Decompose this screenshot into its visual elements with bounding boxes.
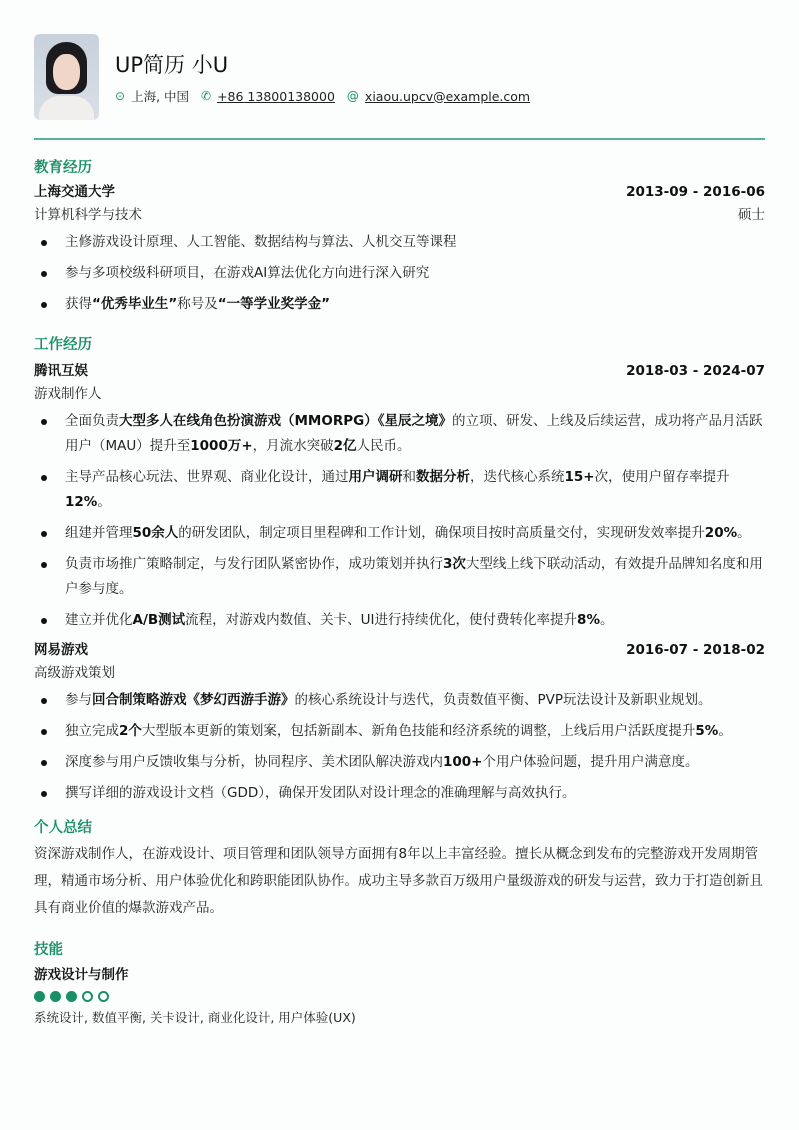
text: 大型线上线下联动活动，有效提升品牌知名度和用户参与度。: [65, 556, 763, 597]
text: 。: [599, 612, 614, 628]
date-range: 2013-09 - 2016-06: [626, 184, 765, 200]
section-title: 个人总结: [34, 820, 92, 836]
text: 获得: [65, 296, 92, 312]
filled-dot-icon: [34, 991, 45, 1002]
bullet-list: [34, 409, 765, 633]
text: 深度参与用户反馈收集与分析，协同程序、美术团队解决游戏内: [65, 754, 443, 770]
bullet-item: [34, 521, 765, 546]
bullet-item: [34, 230, 765, 255]
bullet-item: [34, 608, 765, 633]
bullet-item: [34, 719, 765, 744]
company: 网易游戏: [34, 642, 88, 658]
text: 独立完成: [65, 723, 119, 739]
text: 人民币。: [356, 438, 411, 454]
text: 次，使用户留存率提升: [594, 469, 730, 485]
text: 的研发团队，制定项目里程碑和工作计划，确保项目按时高质量交付，实现研发效率提升: [178, 525, 705, 541]
text: 组建并管理: [65, 525, 133, 541]
role: 游戏制作人: [34, 386, 102, 402]
job-entry: [34, 360, 765, 633]
skills-section: [34, 938, 765, 1026]
section-title: 工作经历: [34, 337, 92, 353]
resume: [34, 34, 765, 1026]
company: 腾讯互娱: [34, 363, 88, 379]
work-section: [34, 333, 765, 806]
text: 。: [718, 723, 732, 739]
bold-text: 用户调研: [348, 469, 403, 485]
bold-text: 8%: [577, 612, 600, 628]
header: [34, 34, 765, 120]
text: ，迭代核心系统: [470, 469, 565, 485]
bullet-item: [34, 465, 765, 515]
bullet-item: [34, 781, 765, 806]
text: 参与: [65, 692, 92, 708]
text: 。: [737, 525, 751, 541]
location: 上海, 中国: [131, 89, 190, 104]
bold-text: 3次: [443, 556, 466, 572]
text: 建立并优化: [65, 612, 133, 628]
text: 全面负责: [65, 413, 119, 429]
bullet-list: [34, 688, 765, 806]
degree: 硕士: [738, 207, 765, 223]
role: 高级游戏策划: [34, 665, 115, 681]
bold-text: 12%: [65, 494, 98, 510]
filled-dot-icon: [50, 991, 61, 1002]
bold-text: 15+: [564, 469, 595, 485]
section-title: 技能: [34, 942, 63, 958]
education-section: [34, 156, 765, 317]
summary-text: 资深游戏制作人，在游戏设计、项目管理和团队领导方面拥有8年以上丰富经验。擅长从概念到发布的完整游戏开发周期管理，精通市场分析、用户体验优化和跨职能团队协作。成功主导多款百万级用户量级游戏的研发与运营，致力于打造创新且具有商业价值的爆款游戏产品。: [34, 846, 763, 916]
candidate-name: UP简历 小U: [115, 53, 229, 77]
text: 主导产品核心玩法、世界观、商业化设计，通过: [65, 469, 349, 485]
bold-text: 2个: [119, 723, 142, 739]
text: 撰写详细的游戏设计文档（GDD），确保开发团队对设计理念的准确理解与高效执行。: [65, 785, 576, 801]
text: 称号及: [177, 296, 218, 312]
bullet-item: [34, 261, 765, 286]
empty-dot-icon: [82, 991, 93, 1002]
email-icon: @: [346, 89, 359, 103]
bullet-list: [34, 230, 765, 317]
bullet-item: [34, 409, 765, 459]
text: 。: [97, 494, 111, 510]
bullet-item: [34, 688, 765, 713]
bullet-item: [34, 292, 765, 317]
bold-text: “一等学业奖学金”: [217, 296, 330, 312]
text: 的核心系统设计与迭代，负责数值平衡、PVP玩法设计及新职业规划。: [294, 692, 712, 708]
skill-keywords: 系统设计, 数值平衡, 关卡设计, 商业化设计, 用户体验(UX): [34, 1010, 356, 1025]
bold-text: 大型多人在线角色扮演游戏（MMORPG）《星辰之境》: [119, 413, 452, 429]
phone-link[interactable]: +86 13800138000: [217, 88, 335, 104]
bold-text: 5%: [695, 723, 719, 739]
bold-text: 2亿: [333, 438, 357, 454]
school: 上海交通大学: [34, 184, 115, 200]
date-range: 2018-03 - 2024-07: [626, 363, 765, 379]
bold-text: 回合制策略游戏《梦幻西游手游》: [92, 692, 295, 708]
skill-level-dots: [34, 991, 765, 1002]
major: 计算机科学与技术: [34, 207, 142, 223]
text: ，月流水突破: [252, 438, 334, 454]
date-range: 2016-07 - 2018-02: [626, 642, 765, 658]
skill-name: 游戏设计与制作: [34, 967, 129, 983]
text: 大型版本更新的策划案，包括新副本、新角色技能和经济系统的调整，上线后用户活跃度提升: [141, 723, 696, 739]
text: 参与多项校级科研项目，在游戏AI算法优化方向进行深入研究: [65, 265, 430, 281]
text: 主修游戏设计原理、人工智能、数据结构与算法、人机交互等课程: [65, 234, 457, 250]
bullet-item: [34, 750, 765, 775]
section-title: 教育经历: [34, 160, 92, 176]
empty-dot-icon: [98, 991, 109, 1002]
job-entry: [34, 639, 765, 806]
bold-text: 数据分析: [416, 469, 470, 485]
bold-text: A/B测试: [132, 612, 186, 628]
text: 的立项、研发、上线及后续运营，成功将产品月活跃用户（MAU）提升至: [65, 413, 763, 454]
bullet-item: [34, 552, 765, 602]
text: 个用户体验问题，提升用户满意度。: [482, 754, 699, 770]
profile-photo: [34, 34, 99, 120]
text: 负责市场推广策略制定，与发行团队紧密协作，成功策划并执行: [65, 556, 443, 572]
bold-text: “优秀毕业生”: [92, 296, 178, 312]
summary-section: [34, 816, 765, 922]
filled-dot-icon: [66, 991, 77, 1002]
phone-icon: ✆: [201, 89, 212, 103]
bold-text: 1000万+: [190, 438, 253, 454]
header-divider: [34, 138, 765, 140]
bold-text: 50余人: [132, 525, 179, 541]
bold-text: 20%: [704, 525, 738, 541]
location-pin-icon: ⊙: [115, 89, 126, 103]
text: 和: [402, 469, 416, 485]
text: 流程，对游戏内数值、关卡、UI进行持续优化，使付费转化率提升: [185, 612, 578, 628]
email-link[interactable]: xiaou.upcv@example.com: [364, 88, 531, 104]
bold-text: 100+: [443, 754, 483, 770]
